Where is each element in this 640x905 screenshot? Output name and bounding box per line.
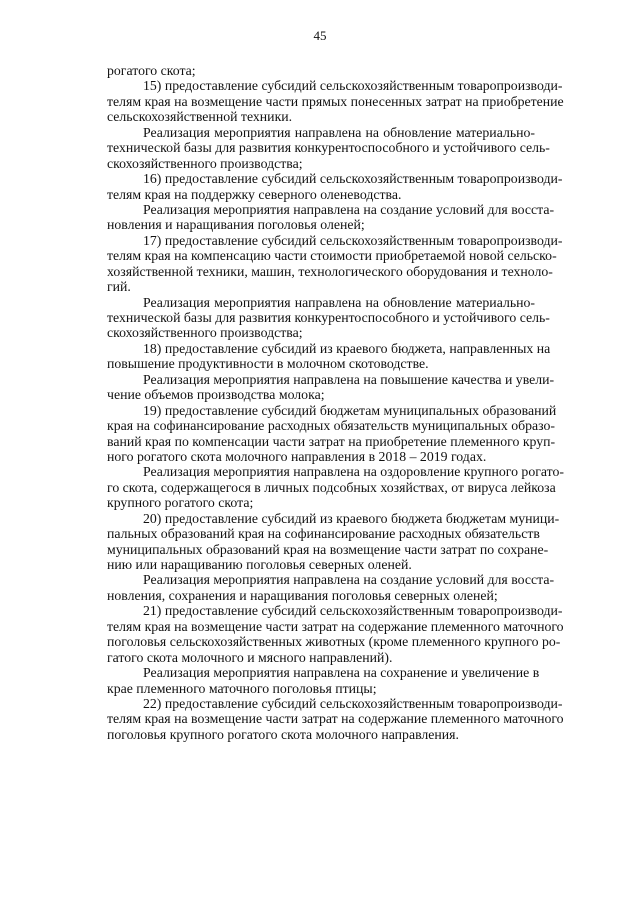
text-line: гатого скота молочного и мясного направлений). [107, 649, 393, 665]
page-number: 45 [313, 28, 327, 43]
text-line: поголовья сельскохозяйственных животных (кроме племенного крупного ро- [107, 634, 561, 650]
text-line: хозяйственной техники, машин, технологического оборудования и техноло- [107, 263, 553, 279]
text-line: Реализация мероприятия направлена на создание условий для восста- [143, 201, 555, 217]
text-line: 19) предоставление субсидий бюджетам муниципальных образований [143, 402, 557, 418]
text-line: повышение продуктивности в молочном скотоводстве. [107, 356, 429, 372]
text-line: новления и наращивания поголовья оленей; [107, 217, 365, 233]
text-line: ного рогатого скота молочного направления в 2018 – 2019 годах. [107, 448, 487, 464]
text-line: Реализация мероприятия направлена на обновление материально- [143, 294, 535, 310]
text-line: телям края на возмещение части затрат на содержание племенного маточного [107, 711, 564, 727]
text-line: Реализация мероприятия направлена на оздоровление крупного рогато- [143, 464, 564, 480]
text-line: рогатого скота; [107, 63, 196, 78]
text-line: Реализация мероприятия направлена на обновление материально- [143, 124, 535, 140]
text-line: сельскохозяйственной техники. [107, 109, 293, 125]
text-line: 15) предоставление субсидий сельскохозяйственным товаропроизводи- [143, 78, 563, 94]
text-line: телям края на поддержку северного оленеводства. [107, 186, 402, 202]
text-line: 22) предоставление субсидий сельскохозяйственным товаропроизводи- [143, 695, 563, 711]
text-line: технической базы для развития конкурентоспособного и устойчивого сель- [107, 310, 550, 325]
text-line: технической базы для развития конкурентоспособного и устойчивого сель- [107, 140, 550, 156]
text-line: ваний края по компенсации части затрат на приобретение племенного круп- [107, 433, 556, 449]
text-line: нию или наращиванию поголовья северных оленей. [107, 557, 412, 572]
text-line: новления, сохранения и наращивания поголовья северных оленей; [107, 587, 498, 603]
text-line: скохозяйственного производства; [107, 325, 303, 341]
text-line: телям края на компенсацию части стоимости приобретаемой новой сельско- [107, 248, 557, 264]
text-line: Реализация мероприятия направлена на сохранение и увеличение в [143, 665, 540, 681]
text-line: Реализация мероприятия направлена на создание условий для восста- [143, 572, 555, 588]
text-line: го скота, содержащегося в личных подсобных хозяйствах, от вируса лейкоза [107, 479, 556, 495]
text-line: 18) предоставление субсидий из краевого бюджета, направленных на [143, 340, 551, 356]
text-line: 17) предоставление субсидий сельскохозяйственным товаропроизводи- [143, 232, 563, 248]
text-line: крае племенного маточного поголовья птицы; [107, 680, 377, 696]
text-line: телям края на возмещение части затрат на содержание племенного маточного [107, 618, 564, 634]
text-line: поголовья крупного рогатого скота молочного направления. [107, 726, 459, 742]
text-line: 21) предоставление субсидий сельскохозяйственным товаропроизводи- [143, 603, 563, 619]
text-line: 16) предоставление субсидий сельскохозяйственным товаропроизводи- [143, 171, 563, 187]
text-line: телям края на возмещение части прямых понесенных затрат на приобретение [107, 93, 564, 109]
body-text [107, 63, 564, 742]
text-line: муниципальных образований края на возмещение части затрат по сохране- [107, 541, 549, 557]
text-line: 20) предоставление субсидий из краевого бюджета бюджетам муници- [143, 510, 560, 526]
text-line: пальных образований края на софинансирование расходных обязательств [107, 526, 540, 542]
text-line: гий. [107, 279, 131, 295]
text-line: чение объемов производства молока; [107, 387, 325, 403]
text-line: Реализация мероприятия направлена на повышение качества и увели- [143, 371, 555, 387]
text-line: крупного рогатого скота; [107, 495, 254, 511]
text-line: скохозяйственного производства; [107, 155, 303, 171]
text-line: края на софинансирование расходных обязательств муниципальных образо- [107, 418, 556, 434]
